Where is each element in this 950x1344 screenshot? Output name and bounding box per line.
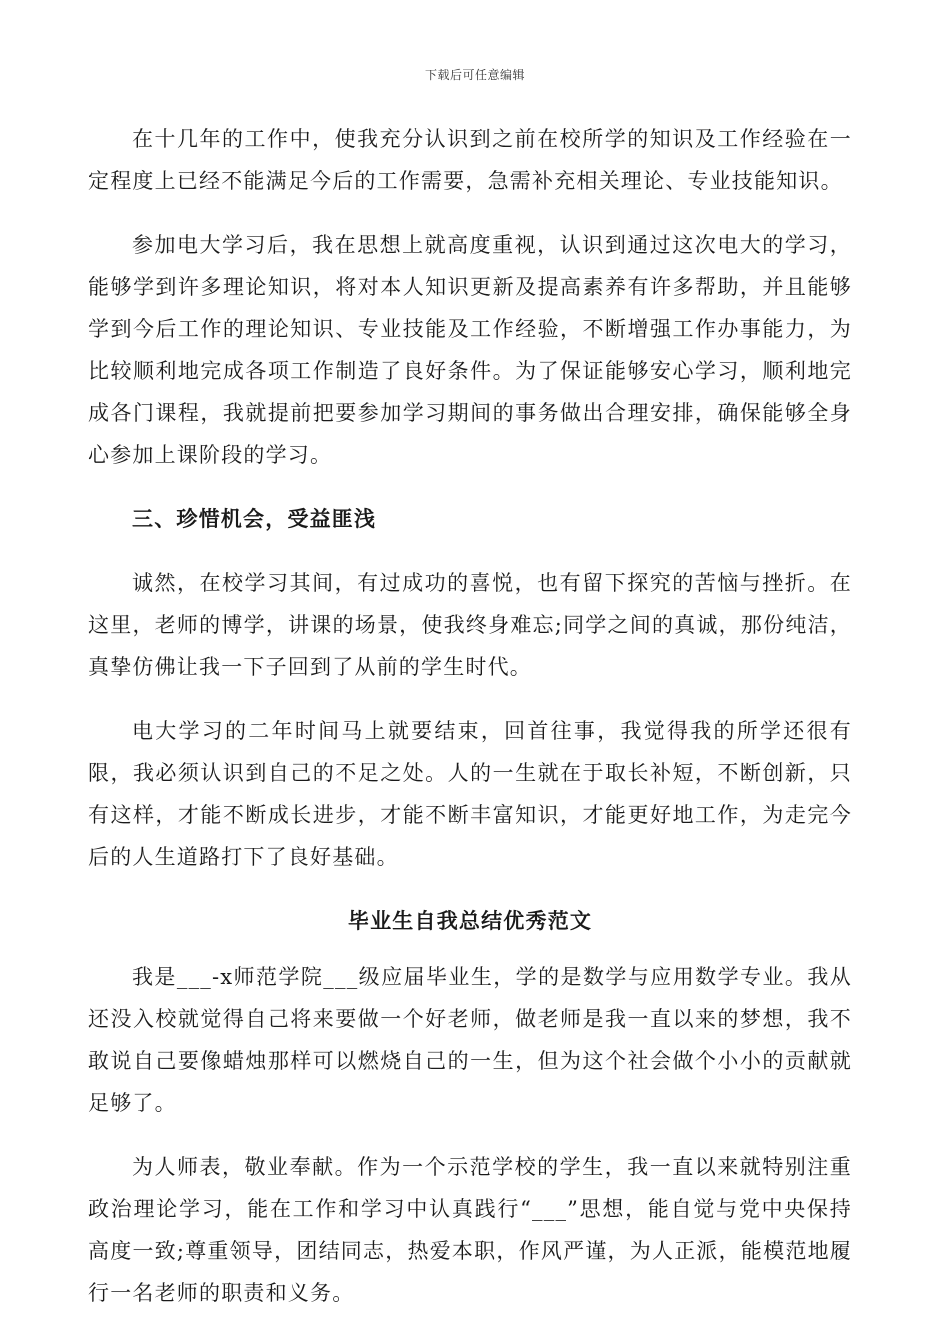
paragraph-professional-ethics: 为人师表，敬业奉献。作为一个示范学校的学生，我一直以来就特别注重政治理论学习，能在工作和学习中认真践行“___”思想，能自觉与党中央保持高度一致;尊重领导，团结同志，热爱本职，作风严谨，为人正派，能模范地履行一名老师的职责和义务。 — [88, 1155, 852, 1305]
document-title: 毕业生自我总结优秀范文 — [347, 908, 593, 933]
section-heading-cherish-opportunity: 三、珍惜机会，受益匪浅 — [132, 506, 377, 531]
paragraph-study-conclusion: 电大学习的二年时间马上就要结束，回首往事，我觉得我的所学还很有限，我必须认识到自己的不足之处。人的一生就在于取长补短，不断创新，只有这样，才能不断成长进步，才能不断丰富知识，才能更好地工作，为走完今后的人生道路打下了良好基础。 — [88, 719, 852, 869]
paragraph-study-attitude: 参加电大学习后，我在思想上就高度重视，认识到通过这次电大的学习，能够学到许多理论知识，将对本人知识更新及提高素养有许多帮助，并且能够学到今后工作的理论知识、专业技能及工作经验，不断增强工作办事能力，为比较顺利地完成各项工作制造了良好条件。为了保证能够安心学习，顺利地完成各门课程，我就提前把要参加学习期间的事务做出合理安排，确保能够全身心参加上课阶段的学习。 — [88, 233, 852, 467]
paragraph-school-memories: 诚然，在校学习其间，有过成功的喜悦，也有留下探究的苦恼与挫折。在这里，老师的博学，讲课的场景，使我终身难忘;同学之间的真诚，那份纯洁，真挚仿佛让我一下子回到了从前的学生时代。 — [88, 571, 852, 679]
paragraph-work-experience: 在十几年的工作中，使我充分认识到之前在校所学的知识及工作经验在一定程度上已经不能满足今后的工作需要，急需补充相关理论、专业技能知识。 — [88, 127, 852, 193]
page-header: 下载后可任意编辑 — [424, 68, 525, 82]
document-body — [88, 118, 852, 1336]
paragraph-self-introduction: 我是___-x师范学院___级应届毕业生，学的是数学与应用数学专业。我从还没入校就觉得自己将来要做一个好老师，做老师是我一直以来的梦想，我不敢说自己要像蜡烛那样可以燃烧自己的一生，但为这个社会做个小小的贡献就足够了。 — [88, 965, 852, 1115]
